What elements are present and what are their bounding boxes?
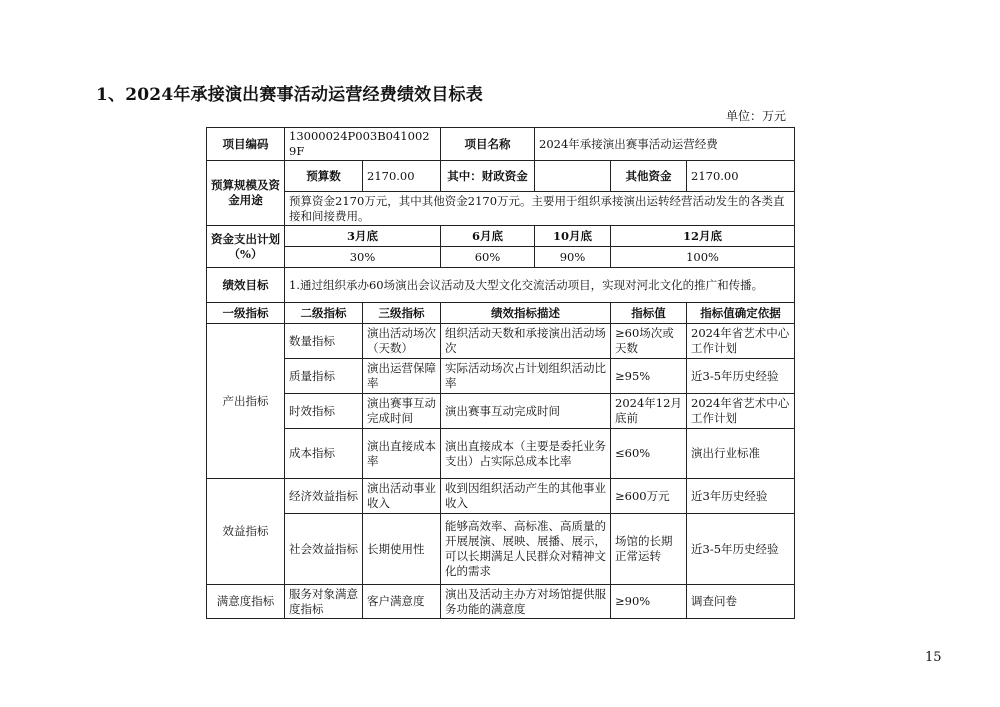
code-label: 项目编码 [207, 128, 285, 161]
level1-cell: 产出指标 [207, 324, 285, 479]
header-value: 指标值 [611, 303, 687, 324]
basis-cell: 2024年省艺术中心工作计划 [687, 324, 795, 359]
header-level1: 一级指标 [207, 303, 285, 324]
goal-row [207, 268, 795, 303]
fiscal-value [535, 161, 611, 192]
level3-cell: 演出活动事业收入 [363, 479, 441, 514]
budget-desc-row [207, 192, 795, 226]
project-code-row [207, 128, 795, 161]
level2-cell: 时效指标 [285, 394, 363, 429]
desc-cell: 演出直接成本（主要是委托业务支出）占实际总成本比率 [441, 429, 611, 479]
desc-cell: 收到因组织活动产生的其他事业收入 [441, 479, 611, 514]
level3-cell: 演出活动场次（天数） [363, 324, 441, 359]
level2-cell: 成本指标 [285, 429, 363, 479]
name-value: 2024年承接演出赛事活动运营经费 [535, 128, 795, 161]
plan-value-q3: 90% [535, 247, 611, 268]
level2-cell: 服务对象满意度指标 [285, 585, 363, 619]
basis-cell: 演出行业标准 [687, 429, 795, 479]
table-row [207, 359, 795, 394]
level3-cell: 客户满意度 [363, 585, 441, 619]
plan-header-row [207, 226, 795, 247]
level3-cell: 演出赛事互动完成时间 [363, 394, 441, 429]
value-cell: 2024年12月底前 [611, 394, 687, 429]
header-level2: 二级指标 [285, 303, 363, 324]
table-row [207, 394, 795, 429]
budget-num-label: 预算数 [285, 161, 363, 192]
level3-cell: 演出运营保障率 [363, 359, 441, 394]
level2-cell: 社会效益指标 [285, 514, 363, 585]
goal-text: 1.通过组织承办60场演出会议活动及大型文化交流活动项目，实现对河北文化的推广和传播。 [285, 268, 795, 303]
plan-value-row [207, 247, 795, 268]
basis-cell: 近3-5年历史经验 [687, 359, 795, 394]
desc-cell: 实际活动场次占计划组织活动比率 [441, 359, 611, 394]
plan-header-q2: 6月底 [441, 226, 535, 247]
level2-cell: 经济效益指标 [285, 479, 363, 514]
other-value: 2170.00 [687, 161, 795, 192]
plan-value-q4: 100% [611, 247, 795, 268]
table-row [207, 429, 795, 479]
value-cell: ≥600万元 [611, 479, 687, 514]
basis-cell: 2024年省艺术中心工作计划 [687, 394, 795, 429]
table-row [207, 479, 795, 514]
other-label: 其他资金 [611, 161, 687, 192]
header-level3: 三级指标 [363, 303, 441, 324]
level2-cell: 数量指标 [285, 324, 363, 359]
level3-cell: 演出直接成本率 [363, 429, 441, 479]
basis-cell: 调查问卷 [687, 585, 795, 619]
desc-cell: 能够高效率、高标准、高质量的开展展演、展映、展播、展示，可以长期满足人民群众对精神文化的需求 [441, 514, 611, 585]
plan-value-q2: 60% [441, 247, 535, 268]
plan-value-q1: 30% [285, 247, 441, 268]
basis-cell: 近3-5年历史经验 [687, 514, 795, 585]
plan-header-q1: 3月底 [285, 226, 441, 247]
budget-num-value: 2170.00 [363, 161, 441, 192]
desc-cell: 组织活动天数和承接演出活动场次 [441, 324, 611, 359]
value-cell: ≥95% [611, 359, 687, 394]
budget-desc: 预算资金2170万元，其中其他资金2170万元。主要用于组织承接演出运转经营活动发生的各类直接和间接费用。 [285, 192, 795, 226]
table-row [207, 514, 795, 585]
budget-label: 预算规模及资金用途 [207, 161, 285, 226]
plan-header-q3: 10月底 [535, 226, 611, 247]
header-desc: 绩效指标描述 [441, 303, 611, 324]
page-number: 15 [925, 650, 942, 665]
code-value: 13000024P003B0410029F [285, 128, 441, 161]
desc-cell: 演出赛事互动完成时间 [441, 394, 611, 429]
unit-label: 单位：万元 [726, 109, 787, 123]
basis-cell: 近3年历史经验 [687, 479, 795, 514]
page-title: 1、2024年承接演出赛事活动运营经费绩效目标表 [96, 85, 483, 105]
table-row [207, 585, 795, 619]
header-basis: 指标值确定依据 [687, 303, 795, 324]
value-cell: ≥90% [611, 585, 687, 619]
plan-label: 资金支出计划（%） [207, 226, 285, 268]
indicator-header-row [207, 303, 795, 324]
name-label: 项目名称 [441, 128, 535, 161]
value-cell: 场馆的长期正常运转 [611, 514, 687, 585]
budget-row [207, 161, 795, 192]
performance-target-table [206, 127, 795, 619]
plan-header-q4: 12月底 [611, 226, 795, 247]
level2-cell: 质量指标 [285, 359, 363, 394]
goal-label: 绩效目标 [207, 268, 285, 303]
level1-cell: 效益指标 [207, 479, 285, 585]
level3-cell: 长期使用性 [363, 514, 441, 585]
value-cell: ≥60场次或天数 [611, 324, 687, 359]
value-cell: ≤60% [611, 429, 687, 479]
level1-cell: 满意度指标 [207, 585, 285, 619]
fiscal-label: 其中：财政资金 [441, 161, 535, 192]
desc-cell: 演出及活动主办方对场馆提供服务功能的满意度 [441, 585, 611, 619]
table-row [207, 324, 795, 359]
